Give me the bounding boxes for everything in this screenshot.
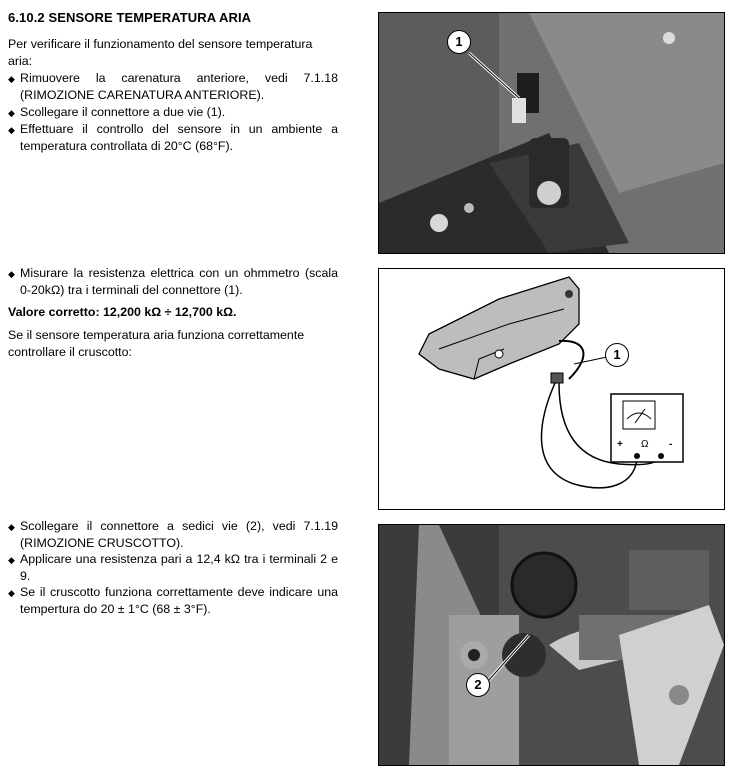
bullet-icon: ◆	[8, 108, 15, 118]
bullet-icon: ◆	[8, 269, 15, 279]
bullet-icon: ◆	[8, 588, 15, 598]
meter-minus-label: -	[669, 439, 673, 450]
meter-plus-label: +	[617, 439, 623, 450]
ohmmeter-diagram-drawing	[379, 269, 724, 509]
dashboard-photo	[378, 524, 725, 766]
callout-2: 2	[466, 673, 490, 697]
bullet-icon: ◆	[8, 555, 15, 565]
list-item	[8, 551, 338, 584]
list-item	[8, 121, 338, 154]
list-item-text: Se il cruscotto funziona correttamente deve indicare una tempertura do 20 ± 1°C (68 ± 3°F).	[20, 585, 338, 616]
list-item-text: Scollegare il connettore a due vie (1).	[20, 105, 226, 119]
list-item-text: Effettuare il controllo del sensore in un ambiente a temperatura controllata di 20°C (68°F).	[20, 122, 338, 153]
list-item	[8, 518, 338, 551]
meter-ohm-label: Ω	[641, 439, 649, 450]
ohmmeter-diagram	[378, 268, 725, 510]
list-item-text: Rimuovere la carenatura anteriore, vedi 7.1.18 (RIMOZIONE CARENATURA ANTERIORE).	[20, 71, 338, 102]
sensor-photo	[378, 12, 725, 254]
list-item	[8, 70, 338, 103]
bullet-icon: ◆	[8, 74, 15, 84]
list-item	[8, 104, 338, 121]
callout-1: 1	[605, 343, 629, 367]
list-item	[8, 265, 338, 298]
list-item	[8, 584, 338, 617]
correct-value: Valore corretto: 12,200 kΩ ÷ 12,700 kΩ.	[8, 305, 237, 319]
list-item-text: Applicare una resistenza pari a 12,4 kΩ tra i terminali 2 e 9.	[20, 552, 338, 583]
list-item-text: Misurare la resistenza elettrica con un ohmmetro (scala 0-20kΩ) tra i terminali del connettore (1).	[20, 266, 338, 297]
check-note: Se il sensore temperatura aria funziona correttamente controllare il cruscotto:	[8, 328, 305, 359]
bullet-icon: ◆	[8, 522, 15, 532]
dashboard-photo-image	[379, 525, 724, 765]
list-item-text: Scollegare il connettore a sedici vie (2), vedi 7.1.19 (RIMOZIONE CRUSCOTTO).	[20, 519, 338, 550]
section-title: 6.10.2 SENSORE TEMPERATURA ARIA	[8, 10, 252, 25]
callout-1: 1	[447, 30, 471, 54]
bullet-icon: ◆	[8, 125, 15, 135]
intro-text: Per verificare il funzionamento del sensore temperatura aria:	[8, 37, 313, 68]
sensor-photo-image	[379, 13, 724, 253]
